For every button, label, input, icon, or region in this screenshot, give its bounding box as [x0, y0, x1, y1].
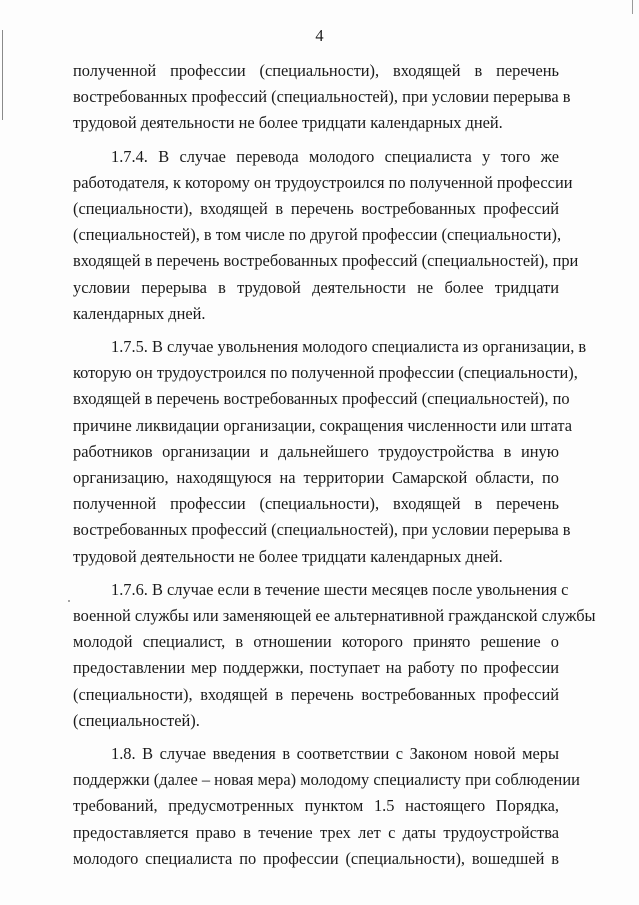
text-line: календарных дней.	[73, 303, 206, 323]
text-line: востребованных профессий (специальностей), при условии перерыва в	[73, 520, 571, 540]
text-line: работодателя, к которому он трудоустроился по полученной профессии	[73, 172, 573, 192]
text-line: полученной профессии (специальности), входящей в перечень	[73, 61, 559, 80]
paragraph-1-7-5	[73, 334, 587, 570]
scan-corner-mark	[632, 0, 633, 14]
text-line: 1.7.6. В случае если в течение шести месяцев после увольнения с	[111, 579, 569, 599]
text-line: условии перерыва в трудовой деятельности не более тридцати	[73, 277, 559, 297]
text-line: причине ликвидации организации, сокращения численности или штата	[73, 415, 573, 435]
scan-speck	[68, 600, 70, 602]
text-line: трудовой деятельности не более тридцати календарных дней.	[73, 113, 503, 133]
text-line: которую он трудоустроился по полученной профессии (специальности),	[73, 363, 578, 383]
text-line: 1.7.5. В случае увольнения молодого специалиста из организации, в	[111, 337, 587, 357]
text-line: молодой специалист, в отношении которого принято решение о	[73, 632, 559, 652]
text-line: полученной профессии (специальности), входящей в перечень	[73, 494, 559, 514]
text-line: военной службы или заменяющей ее альтернативной гражданской службы	[73, 606, 596, 626]
text-line: поддержки (далее – новая мера) молодому специалисту при соблюдении	[73, 770, 580, 790]
page-number: 4	[315, 26, 324, 45]
text-line: входящей в перечень востребованных профессий (специальностей), при	[73, 251, 579, 271]
paragraph-1-7-6	[73, 577, 596, 734]
document-body	[73, 58, 596, 879]
text-line: работников организации и дальнейшего трудоустройства в иную	[73, 441, 559, 461]
text-line: (специальностей), в том числе по другой профессии (специальности),	[73, 225, 562, 245]
text-line: предоставляется право в течение трех лет с даты трудоустройства	[73, 822, 559, 842]
text-line: требований, предусмотренных пунктом 1.5 настоящего Порядка,	[73, 796, 559, 816]
text-line: предоставлении мер поддержки, поступает на работу по профессии	[73, 658, 559, 678]
text-line: 1.8. В случае введения в соответствии с Законом новой меры	[111, 744, 559, 764]
text-line: (специальности), входящей в перечень востребованных профессий	[73, 684, 559, 704]
paragraph-1-8	[73, 741, 580, 872]
text-line: молодого специалиста по профессии (специальности), вошедшей в	[73, 848, 559, 868]
text-line: входящей в перечень востребованных профессий (специальностей), по	[73, 389, 570, 409]
text-line: (специальности), входящей в перечень востребованных профессий	[73, 199, 559, 219]
text-line: трудовой деятельности не более тридцати календарных дней.	[73, 546, 503, 566]
text-line: (специальностей).	[73, 710, 200, 730]
paragraph-1-7-4	[73, 144, 579, 327]
text-line: 1.7.4. В случае перевода молодого специалиста у того же	[111, 146, 559, 166]
text-line: организацию, находящуюся на территории Самарской области, по	[73, 468, 559, 488]
text-line: востребованных профессий (специальностей), при условии перерыва в	[73, 87, 571, 107]
paragraph-continuation	[73, 58, 571, 137]
